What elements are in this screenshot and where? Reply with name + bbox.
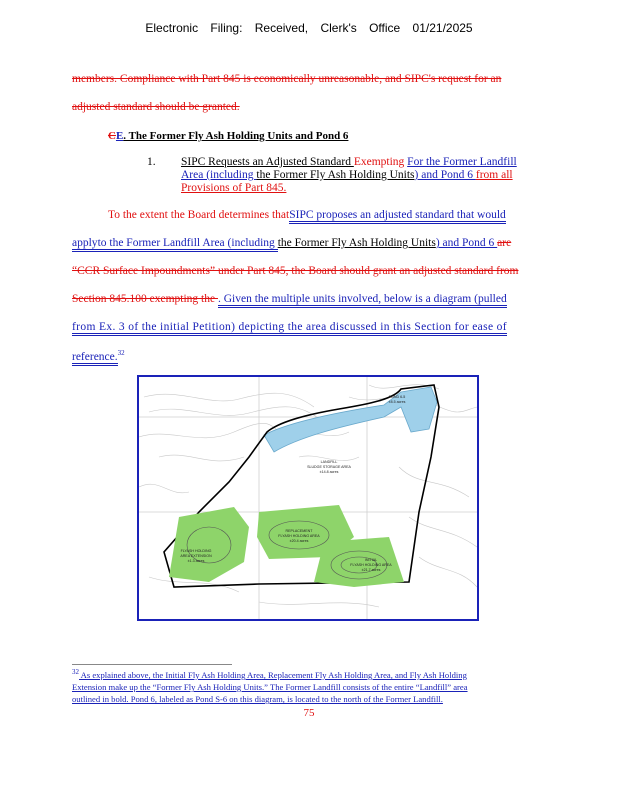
label-landfill-line1: LANDFILL	[320, 460, 338, 464]
label-replacement-line2: FLYASH HOLDING AREA	[278, 534, 320, 538]
para-line-5: from Ex. 3 of the initial Petition) depicting the area discussed in this Section for ease of	[72, 321, 507, 336]
page-number: 75	[303, 707, 315, 719]
site-diagram	[137, 375, 479, 621]
heading-text: . The Former Fly Ash Holding Units and Pond 6	[123, 130, 349, 142]
label-extension-line3: ±1.3 acres	[187, 559, 205, 563]
flyash-extension-area	[169, 507, 249, 582]
sub2-text-d: from all	[475, 169, 513, 181]
label-initial-line2: FLYASH HOLDING AREA	[350, 563, 392, 567]
footnote-line-2: Extension make up the “Former Fly Ash Holding Units.” The Former Landfill consists of the entire “Landfill” area	[72, 682, 468, 692]
p6-text: reference.	[72, 351, 118, 366]
filing-header: Electronic Filing: Received, Clerk's Office 01/21/2025	[145, 21, 473, 35]
label-landfill-line2: SLUDGE STORAGE AREA	[307, 465, 351, 469]
label-extension-line1: FLYASH HOLDING	[180, 549, 212, 553]
sub2-text-c: ) and Pond 6	[414, 169, 476, 181]
p2-text-b: to the Former Landfill Area (including	[98, 237, 278, 252]
para-line-1	[108, 209, 506, 221]
deleted-line-1: members. Compliance with Part 845 is economically unreasonable, and SIPC's request for an	[72, 73, 502, 85]
p1-text-b: SIPC proposes an adjusted standard that would	[289, 209, 506, 224]
label-replacement-line1: REPLACEMENT	[285, 529, 313, 533]
label-replacement-line3: ±20.4 acres	[289, 539, 309, 543]
sub1-text-a: SIPC Requests an Adjusted Standard	[181, 156, 354, 168]
label-pond-line1: POND 6-5	[388, 395, 406, 399]
label-initial-line1: INITIAL	[364, 558, 378, 562]
p4-text-b: . Given the multiple units involved, below is a diagram (pulled	[218, 293, 507, 308]
footnote-line-1	[72, 668, 467, 680]
label-landfill-line3: ±14.8 acres	[319, 470, 339, 474]
p2-text-c: the Former Fly Ash Holding Units	[277, 237, 436, 249]
p4-text-a: Section 845.100 exempting the	[72, 293, 218, 305]
footnote-divider	[72, 664, 232, 665]
footnote-line-3: outlined in bold. Pond 6, labeled as Pond S-6 on this diagram, is located to the north of the Former Landfill.	[72, 694, 443, 704]
sub1-text-c: For the Former Landfill	[407, 156, 517, 168]
heading-letter-inserted: E	[115, 130, 124, 142]
subheading-number: 1.	[147, 156, 156, 168]
para-line-3: “CCR Surface Impoundments” under Part 845, the Board should grant an adjusted standard from	[72, 265, 519, 277]
initial-flyash-area	[314, 537, 404, 587]
heading-letter-deleted: C	[108, 130, 116, 142]
label-pond-line2: ±8.5 acres	[388, 400, 406, 404]
p2-text-d: ) and Pond 6	[435, 237, 498, 249]
para-line-6	[72, 349, 125, 363]
footnote-ref[interactable]: 32	[117, 349, 125, 357]
site-map-svg	[139, 377, 477, 619]
pond-6-area	[264, 387, 437, 452]
deleted-line-2: adjusted standard should be granted.	[72, 101, 240, 113]
p1-text-a: To the extent the Board determines that	[108, 209, 290, 221]
footnote-number: 32	[72, 668, 79, 676]
subheading-line-3: Provisions of Part 845.	[181, 182, 287, 194]
subheading-line-1	[181, 156, 517, 168]
footnote-text-1: As explained above, the Initial Fly Ash Holding Area, Replacement Fly Ash Holding Area, and Fly Ash Holding	[79, 669, 467, 680]
sub1-text-b: Exempting	[353, 156, 408, 168]
label-extension-line2: AREA EXTENSION	[180, 554, 212, 558]
section-heading	[108, 130, 348, 142]
sub2-text-a: Area (including	[181, 169, 257, 181]
subheading-line-2	[181, 169, 513, 181]
para-line-2	[72, 237, 511, 249]
label-initial-line3: ±21.7 acres	[361, 568, 381, 572]
p2-text-a: apply	[72, 237, 98, 252]
sub2-text-b: the Former Fly Ash Holding Units	[256, 169, 415, 181]
p2-text-e: are	[497, 237, 512, 249]
para-line-4	[72, 293, 507, 305]
